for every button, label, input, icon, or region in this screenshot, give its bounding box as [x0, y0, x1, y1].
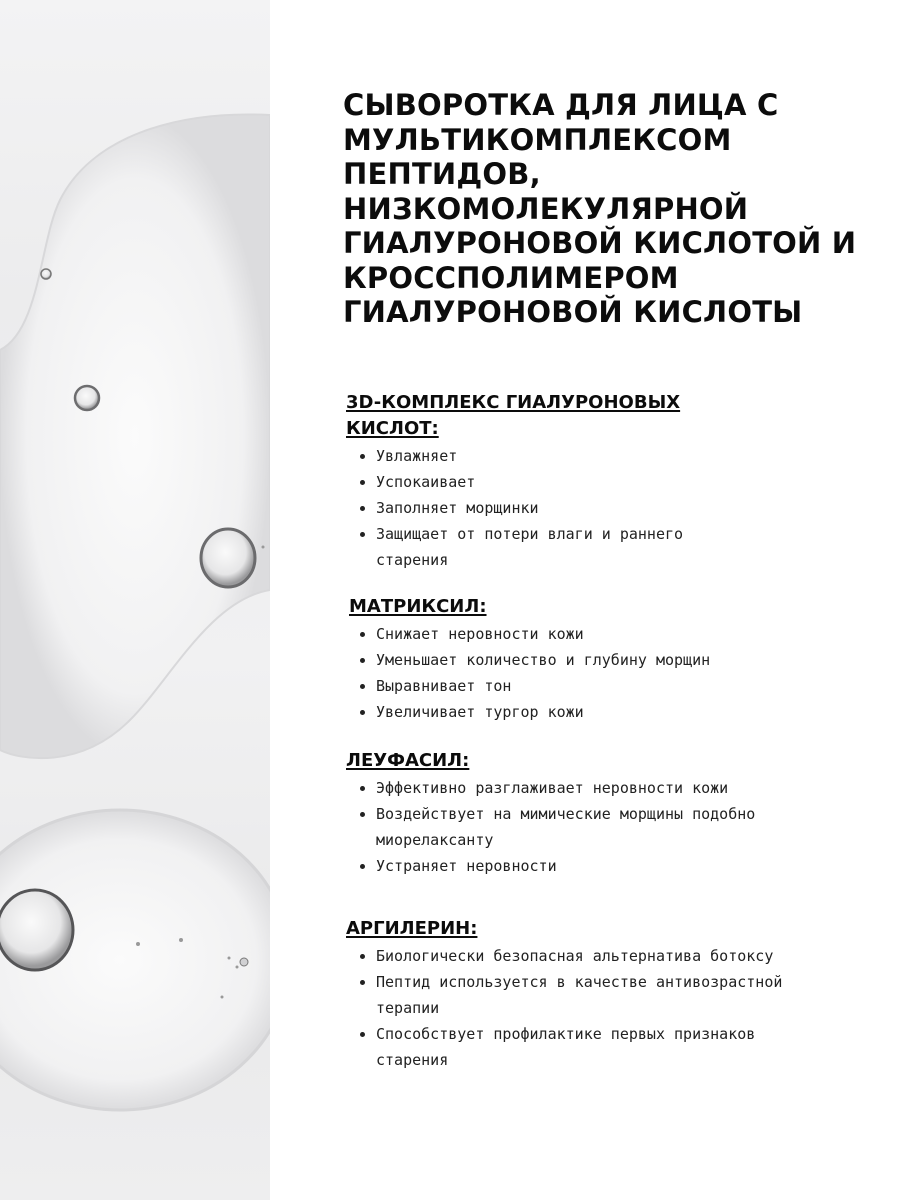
section-heading: 3D-КОМПЛЕКС ГИАЛУРОНОВЫХ КИСЛОТ: [346, 391, 681, 439]
section-leuphasyl [346, 748, 883, 879]
section-matrixyl [349, 594, 883, 725]
list-item: • Пептид используется в качестве антивозрастной терапии [376, 969, 796, 1021]
list-item: • Эффективно разглаживает неровности кожи [376, 775, 786, 801]
list-item: • Биологически безопасная альтернатива ботоксу [376, 943, 796, 969]
list-item: • Способствует профилактике первых признаков старения [376, 1021, 796, 1073]
section-heading: ЛЕУФАСИЛ: [346, 749, 470, 771]
liquid-blob-top [0, 114, 270, 758]
benefit-list [346, 443, 691, 573]
list-item: • Увлажняет [376, 443, 691, 469]
list-item: • Уменьшает количество и глубину морщин [376, 647, 796, 673]
benefit-list [346, 943, 796, 1073]
list-item: • Воздействует на мимические морщины подобно миорелаксанту [376, 801, 786, 853]
product-description [343, 88, 883, 1073]
list-item: • Выравнивает тон [376, 673, 796, 699]
list-item: • Устраняет неровности [376, 853, 786, 879]
serum-drops-illustration [0, 0, 270, 1200]
bubble-large [201, 529, 255, 587]
list-item: • Успокаивает [376, 469, 691, 495]
list-item: • Увеличивает тургор кожи [376, 699, 796, 725]
bubble-small [41, 269, 51, 279]
bubble-bottom [0, 890, 73, 970]
benefit-list [346, 621, 796, 725]
product-title: СЫВОРОТКА ДЛЯ ЛИЦА С МУЛЬТИКОМПЛЕКСОМ ПЕПТИДОВ, НИЗКОМОЛЕКУЛЯРНОЙ ГИАЛУРОНОВОЙ КИСЛОТОЙ И КРОССПОЛИМЕРОМ ГИАЛУРОНОВОЙ КИСЛОТЫ [343, 88, 857, 329]
section-heading: МАТРИКСИЛ: [349, 595, 487, 617]
benefit-list [346, 775, 786, 879]
list-item: • Заполняет морщинки [376, 495, 691, 521]
section-hyaluronic-complex [346, 390, 691, 573]
list-item: • Защищает от потери влаги и раннего старения [376, 521, 691, 573]
section-argireline [346, 916, 883, 1073]
list-item: • Снижает неровности кожи [376, 621, 796, 647]
serum-texture-photo [0, 0, 270, 1200]
section-heading: АРГИЛЕРИН: [346, 917, 478, 939]
bubble-medium [75, 386, 99, 410]
